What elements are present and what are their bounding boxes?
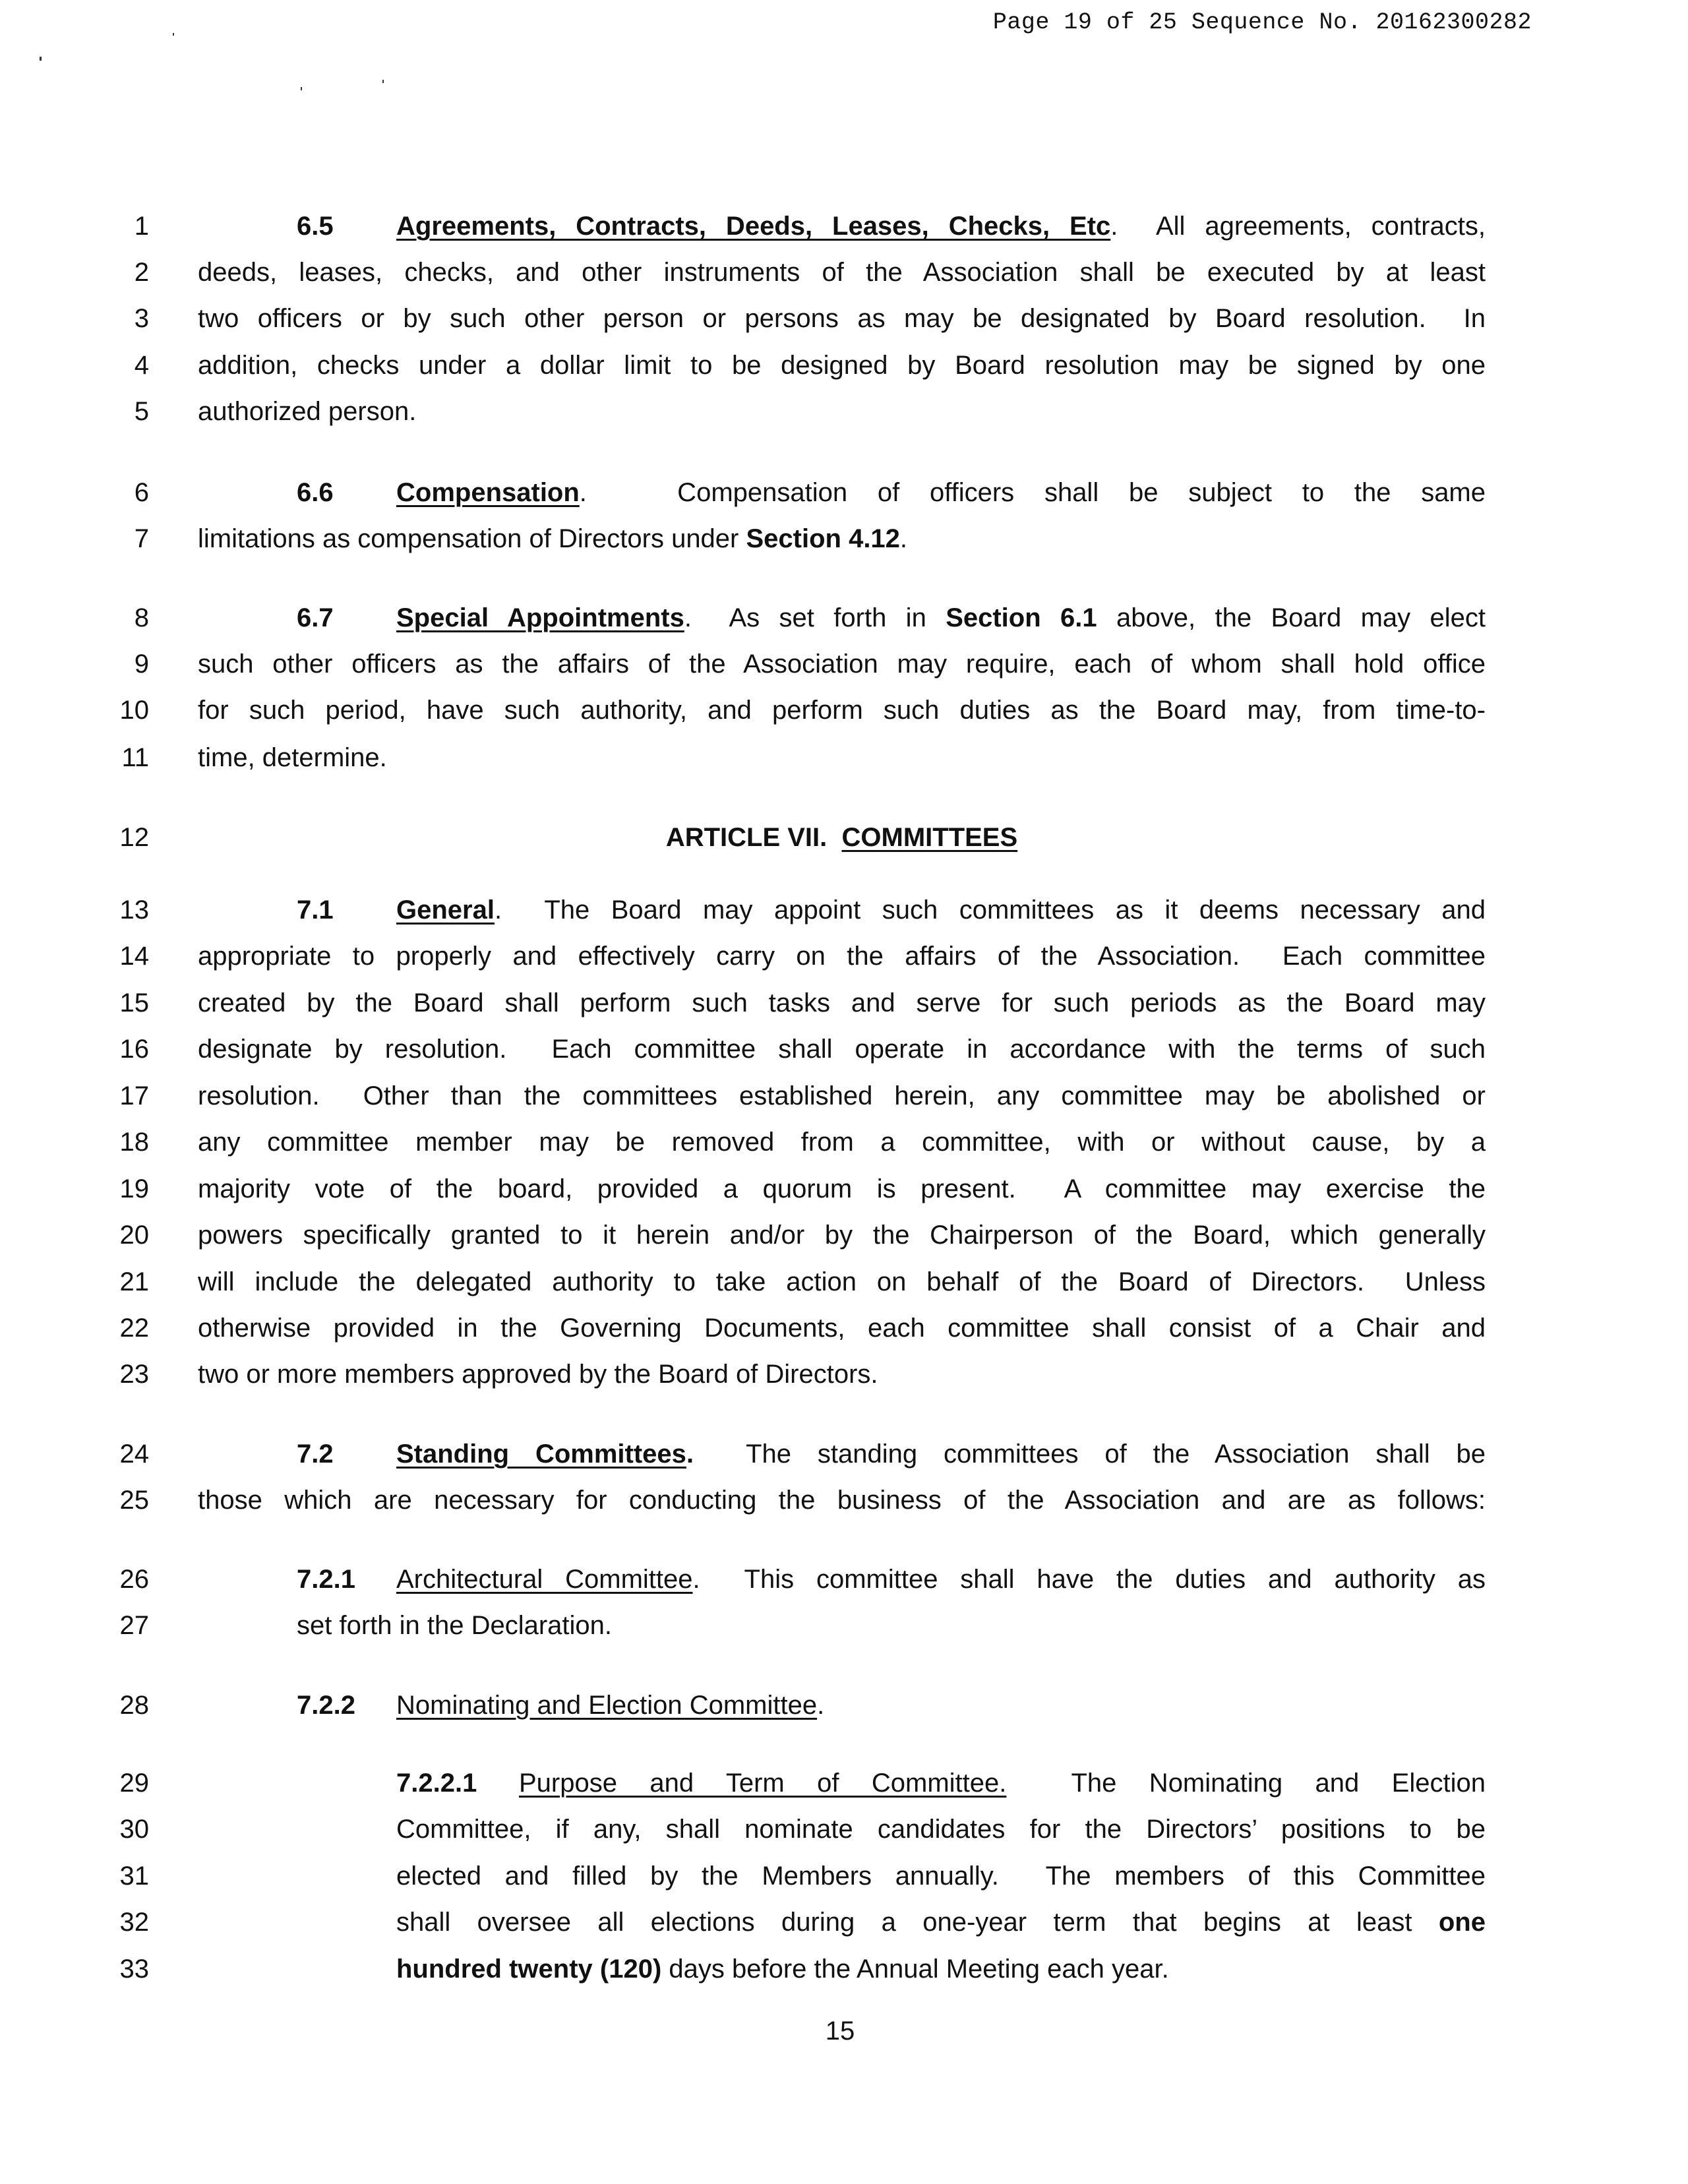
text-run: . Compensation of officers shall be subject to the same (579, 478, 1486, 507)
section-number: 7.2.2 (297, 1691, 355, 1720)
line-text (396, 1949, 1486, 1989)
line-number: 5 (134, 397, 149, 426)
line-text (198, 346, 1486, 385)
document-line (0, 598, 1688, 638)
line-text (396, 1809, 1486, 1849)
line-number: 21 (119, 1267, 149, 1296)
line-number: 11 (121, 743, 149, 772)
line-text (396, 1902, 1486, 1942)
document-line (0, 1354, 1688, 1394)
text-run: time, determine. (198, 743, 387, 772)
section-title: Purpose and Term of Committee. (519, 1769, 1007, 1798)
section-number: 7.2.1 (297, 1565, 355, 1594)
document-line (0, 1856, 1688, 1896)
line-number: 14 (119, 942, 149, 971)
line-text (396, 473, 1486, 512)
line-number: 18 (119, 1128, 149, 1157)
line-number: 15 (119, 988, 149, 1017)
line-number: 28 (119, 1691, 149, 1720)
line-text (198, 392, 1486, 431)
text-run: created by the Board shall perform such tasks and serve for such periods as the Board may (198, 988, 1486, 1017)
text-run: limitations as compensation of Directors under (198, 524, 746, 553)
line-number: 4 (134, 351, 149, 380)
document-line (0, 644, 1688, 684)
bold-text: . (686, 1440, 694, 1469)
text-run: otherwise provided in the Governing Documents, each committee shall consist of a Chair and (198, 1314, 1486, 1343)
document-line (0, 346, 1688, 385)
text-run: for such period, have such authority, and perform such duties as the Board may, from time-to- (198, 696, 1486, 725)
text-run: The standing committees of the Association shall be (694, 1440, 1486, 1469)
text-run: addition, checks under a dollar limit to be designed by Board resolution may be signed by one (198, 351, 1486, 380)
text-run: above, the Board may elect (1097, 603, 1486, 632)
line-number: 1 (134, 212, 149, 241)
document-line (0, 1685, 1688, 1725)
document-line (0, 1480, 1688, 1520)
text-run: deeds, leases, checks, and other instruments of the Association shall be executed by at least (198, 258, 1486, 287)
text-run: . All agreements, contracts, (1110, 212, 1486, 241)
text-run: powers specifically granted to it herein and/or by the Chairperson of the Board, which generally (198, 1221, 1486, 1250)
line-number: 17 (119, 1081, 149, 1110)
line-number: 20 (119, 1221, 149, 1250)
line-text (396, 598, 1486, 638)
text-run: . The Board may appoint such committees as it deems necessary and (494, 895, 1486, 925)
document-line (0, 1029, 1688, 1069)
section-title: Agreements, Contracts, Deeds, Leases, Checks, Etc (396, 212, 1111, 241)
line-number: 2 (134, 258, 149, 287)
document-line (0, 1809, 1688, 1849)
text-run: such other officers as the affairs of the Association may require, each of whom shall hold office (198, 650, 1486, 679)
line-number: 27 (119, 1611, 149, 1640)
line-text (198, 1169, 1486, 1209)
line-text (396, 1685, 1486, 1725)
document-line (0, 1606, 1688, 1645)
line-number: 13 (119, 895, 149, 925)
line-text (396, 1434, 1486, 1474)
scan-speck (40, 57, 42, 61)
text-run: . (899, 524, 908, 553)
line-number: 12 (119, 823, 149, 852)
line-number: 16 (119, 1035, 149, 1064)
bold-text: Section 4.12 (746, 524, 900, 553)
text-run: elected and filled by the Members annually. The members of this Committee (396, 1862, 1486, 1891)
bold-text: hundred twenty (120) (396, 1955, 662, 1984)
article-heading (198, 818, 1486, 857)
text-run: set forth in the Declaration. (297, 1611, 613, 1640)
line-number: 30 (119, 1815, 149, 1844)
line-text (297, 1606, 1486, 1645)
line-text (198, 1029, 1486, 1069)
scan-speck (173, 33, 174, 36)
section-title: COMMITTEES (841, 823, 1018, 852)
bold-text: one (1438, 1908, 1486, 1937)
line-text (198, 1215, 1486, 1255)
section-number: 6.6 (297, 478, 334, 507)
line-text (396, 1856, 1486, 1896)
line-number: 22 (119, 1314, 149, 1343)
document-line (0, 890, 1688, 930)
line-text (198, 1308, 1486, 1348)
page-number: 15 (825, 2017, 855, 2046)
scan-speck (301, 87, 302, 90)
line-text (198, 1122, 1486, 1162)
scan-speck (382, 80, 384, 83)
line-number: 24 (119, 1440, 149, 1469)
line-number: 29 (119, 1769, 149, 1798)
document-line (0, 738, 1688, 777)
line-text (198, 1354, 1486, 1394)
line-text (198, 644, 1486, 684)
text-run: . This committee shall have the duties and authority as (692, 1565, 1486, 1594)
text-run: The Nominating and Election (1006, 1769, 1486, 1798)
document-line (0, 519, 1688, 559)
document-line (0, 1122, 1688, 1162)
document-line (0, 936, 1688, 976)
section-title: Architectural Committee (396, 1565, 693, 1594)
line-number: 23 (119, 1360, 149, 1389)
line-number: 32 (119, 1908, 149, 1937)
text-run: resolution. Other than the committees established herein, any committee may be abolished or (198, 1081, 1486, 1110)
line-text (198, 983, 1486, 1023)
text-run: designate by resolution. Each committee shall operate in accordance with the terms of such (198, 1035, 1486, 1064)
document-line (0, 1434, 1688, 1474)
line-number: 9 (134, 650, 149, 679)
line-number: 33 (119, 1955, 149, 1984)
text-run: authorized person. (198, 397, 417, 426)
text-run: any committee member may be removed from a committee, with or without cause, by a (198, 1128, 1486, 1157)
text-run: will include the delegated authority to take action on behalf of the Board of Directors. Unless (198, 1267, 1486, 1296)
document-line (0, 299, 1688, 338)
line-text (198, 1076, 1486, 1116)
text-run: two officers or by such other person or persons as may be designated by Board resolution. In (198, 304, 1486, 333)
line-text (198, 299, 1486, 338)
line-number: 10 (119, 696, 149, 725)
text-run: . (817, 1691, 825, 1720)
text-run: two or more members approved by the Board of Directors. (198, 1360, 878, 1389)
line-text (198, 519, 1486, 559)
text-run: . As set forth in (684, 603, 946, 632)
document-line (0, 1949, 1688, 1989)
document-line (0, 818, 1688, 857)
section-title: General (396, 895, 495, 925)
text-run: shall oversee all elections during a one-year term that begins at least (396, 1908, 1439, 1937)
line-text (198, 936, 1486, 976)
line-number: 25 (119, 1486, 149, 1515)
line-text (198, 738, 1486, 777)
line-number: 31 (119, 1862, 149, 1891)
document-line (0, 1169, 1688, 1209)
line-text (396, 1560, 1486, 1599)
document-line (0, 253, 1688, 292)
bold-text: Section 6.1 (946, 603, 1097, 632)
section-number: 7.2 (297, 1440, 334, 1469)
line-text (198, 253, 1486, 292)
text-run: those which are necessary for conducting the business of the Association and are as follows: (198, 1486, 1486, 1515)
section-number: 7.2.2.1 (396, 1769, 477, 1798)
text-run: days before the Annual Meeting each year. (661, 1955, 1169, 1984)
document-line (0, 392, 1688, 431)
line-text (396, 206, 1486, 246)
line-number: 19 (119, 1174, 149, 1203)
line-text (396, 890, 1486, 930)
section-number: 6.5 (297, 212, 334, 241)
document-line (0, 473, 1688, 512)
document-line (0, 1215, 1688, 1255)
line-number: 6 (134, 478, 149, 507)
line-text (198, 690, 1486, 730)
document-line (0, 1560, 1688, 1599)
document-line (0, 983, 1688, 1023)
line-number: 3 (134, 304, 149, 333)
line-text (198, 1480, 1486, 1520)
document-line (0, 206, 1688, 246)
line-number: 26 (119, 1565, 149, 1594)
section-title: Standing Committees (396, 1440, 686, 1469)
text-run: majority vote of the board, provided a quorum is present. A committee may exercise the (198, 1174, 1486, 1203)
line-text (519, 1763, 1486, 1803)
line-text (198, 1262, 1486, 1302)
bold-text: ARTICLE VII. (665, 823, 842, 852)
line-number: 7 (134, 524, 149, 553)
section-title: Special Appointments (396, 603, 684, 632)
section-number: 7.1 (297, 895, 334, 925)
line-number: 8 (134, 603, 149, 632)
document-line (0, 1076, 1688, 1116)
document-line (0, 1308, 1688, 1348)
document-line (0, 1763, 1688, 1803)
document-line (0, 690, 1688, 730)
text-run: Committee, if any, shall nominate candidates for the Directors’ positions to be (396, 1815, 1486, 1844)
text-run: appropriate to properly and effectively carry on the affairs of the Association. Each committee (198, 942, 1486, 971)
document-line (0, 1262, 1688, 1302)
section-number: 6.7 (297, 603, 334, 632)
page-header: Page 19 of 25 Sequence No. 20162300282 (992, 9, 1532, 36)
document-line (0, 1902, 1688, 1942)
section-title: Nominating and Election Committee (396, 1691, 818, 1720)
section-title: Compensation (396, 478, 580, 507)
